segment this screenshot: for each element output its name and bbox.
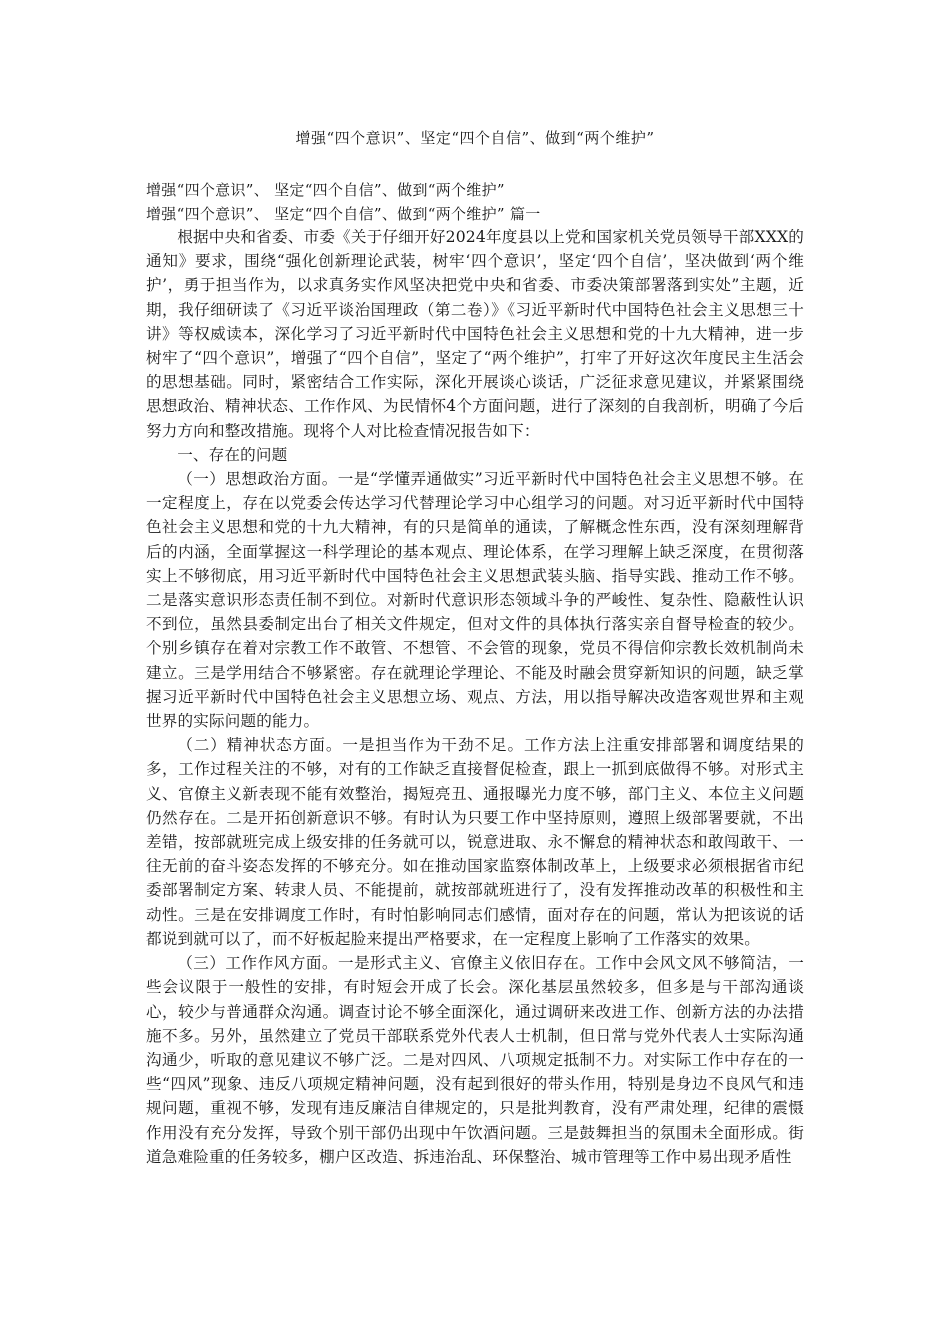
paragraph-political: （一）思想政治方面。一是“学懂弄通做实”习近平新时代中国特色社会主义思想不够。在一定程度上，存在以党委会传达学习代替理论学习中心组学习的问题。对习近平新时代中国特色社会主义思想和党的十九大精神，有的只是简单的通读，了解概念性东西，没有深刻理解背后的内涵，全面掌握这一科学理论的基本观点、理论体系，在学习理解上缺乏深度，在贯彻落实上不够彻底，用习近平新时代中国特色社会主义思想武装头脑、指导实践、推动工作不够。二是落实意识形态责任制不到位。对新时代意识形态领域斗争的严峻性、复杂性、隐蔽性认识不到位，虽然县委制定出台了相关文件规定，但对文件的具体执行落实亲自督导检查的较少。个别乡镇存在着对宗教工作不敢管、不想管、不会管的现象，党员不得信仰宗教长效机制尚未建立。三是学用结合不够紧密。存在就理论学理论、不能及时融会贯穿新知识的问题，缺乏掌握习近平新时代中国特色社会主义思想立场、观点、方法，用以指导解决改造客观世界和主观世界的实际问题的能力。	[146, 470, 804, 731]
document-title: 增强“四个意识”、坚定“四个自信”、做到“两个维护”	[295, 129, 655, 147]
paragraph-workstyle: （三）工作作风方面。一是形式主义、官僚主义依旧存在。工作中会风文风不够简洁，一些会议限于一般性的安排，有时短会开成了长会。深化基层虽然较多，但多是与干部沟通谈心，较少与普通群众沟通。调查讨论不够全面深化，通过调研来改进工作、创新方法的办法措施不多。另外，虽然建立了党员干部联系党外代表人士机制，但日常与党外代表人士实际沟通沟通少，听取的意见建议不够广泛。二是对四风、八项规定抵制不力。对实际工作中存在的一些“四风”现象、违反八项规定精神问题，没有起到很好的带头作用，特别是身边不良风气和违规问题，重视不够，发现有违反廉洁自律规定的，只是批判教育，没有严肃处理，纪律的震慑作用没有充分发挥，导致个别干部仍出现中午饮酒问题。三是鼓舞担当的氛围未全面形成。街道急难险重的任务较多，棚户区改造、拆违治乱、环保整治、城市管理等工作中易出现矛盾性	[146, 954, 804, 1166]
document-subtitle: 增强“四个意识”、 坚定“四个自信”、做到“两个维护”	[146, 181, 505, 199]
document-subtitle-section: 增强“四个意识”、 坚定“四个自信”、做到“两个维护” 篇一	[146, 205, 541, 223]
section-heading: 一、存在的问题	[177, 445, 288, 464]
document-body	[146, 225, 804, 1169]
paragraph-intro: 根据中央和省委、市委《关于仔细开好2024年度县以上党和国家机关党员领导干部XXX的通知》要求，围绕“强化创新理论武装，树牢‘四个意识’，坚定‘四个自信’，坚决做到‘两个维护’，勇于担当作为，以求真务实作风坚决把党中央和省委、市委决策部署落到实处”主题，近期，我仔细研读了《习近平谈治国理政（第二卷）》《习近平新时代中国特色社会主义思想三十讲》等权威读本，深化学习了习近平新时代中国特色社会主义思想和党的十九大精神，进一步树牢了“四个意识”，增强了“四个自信”，坚定了“两个维护”，打牢了开好这次年度民主生活会的思想基础。同时，紧密结合工作实际，深化开展谈心谈话，广泛征求意见建议，并紧紧围绕思想政治、精神状态、工作作风、为民情怀4个方面问题，进行了深刻的自我剖析，明确了今后努力方向和整改措施。现将个人对比检查情况报告如下：	[146, 228, 804, 440]
paragraph-spirit: （二）精神状态方面。一是担当作为干劲不足。工作方法上注重安排部署和调度结果的多，工作过程关注的不够，对有的工作缺乏直接督促检查，跟上一抓到底做得不够。对形式主义、官僚主义新表现不能有效整治，揭短亮丑、通报曝光力度不够，部门主义、本位主义问题仍然存在。二是开拓创新意识不够。有时认为只要工作中坚持原则，遵照上级部署要就，不出差错，按部就班完成上级安排的任务就可以，锐意进取、永不懈怠的精神状态和敢闯敢干、一往无前的奋斗姿态发挥的不够充分。如在推动国家监察体制改革上，上级要求必须根据省市纪委部署制定方案、转隶人员、不能提前，就按部就班进行了，没有发挥推动改革的积极性和主动性。三是在安排调度工作时，有时怕影响同志们感情，面对存在的问题，常认为把该说的话都说到就可以了，而不好板起脸来提出严格要求，在一定程度上影响了工作落实的效果。	[146, 736, 804, 948]
